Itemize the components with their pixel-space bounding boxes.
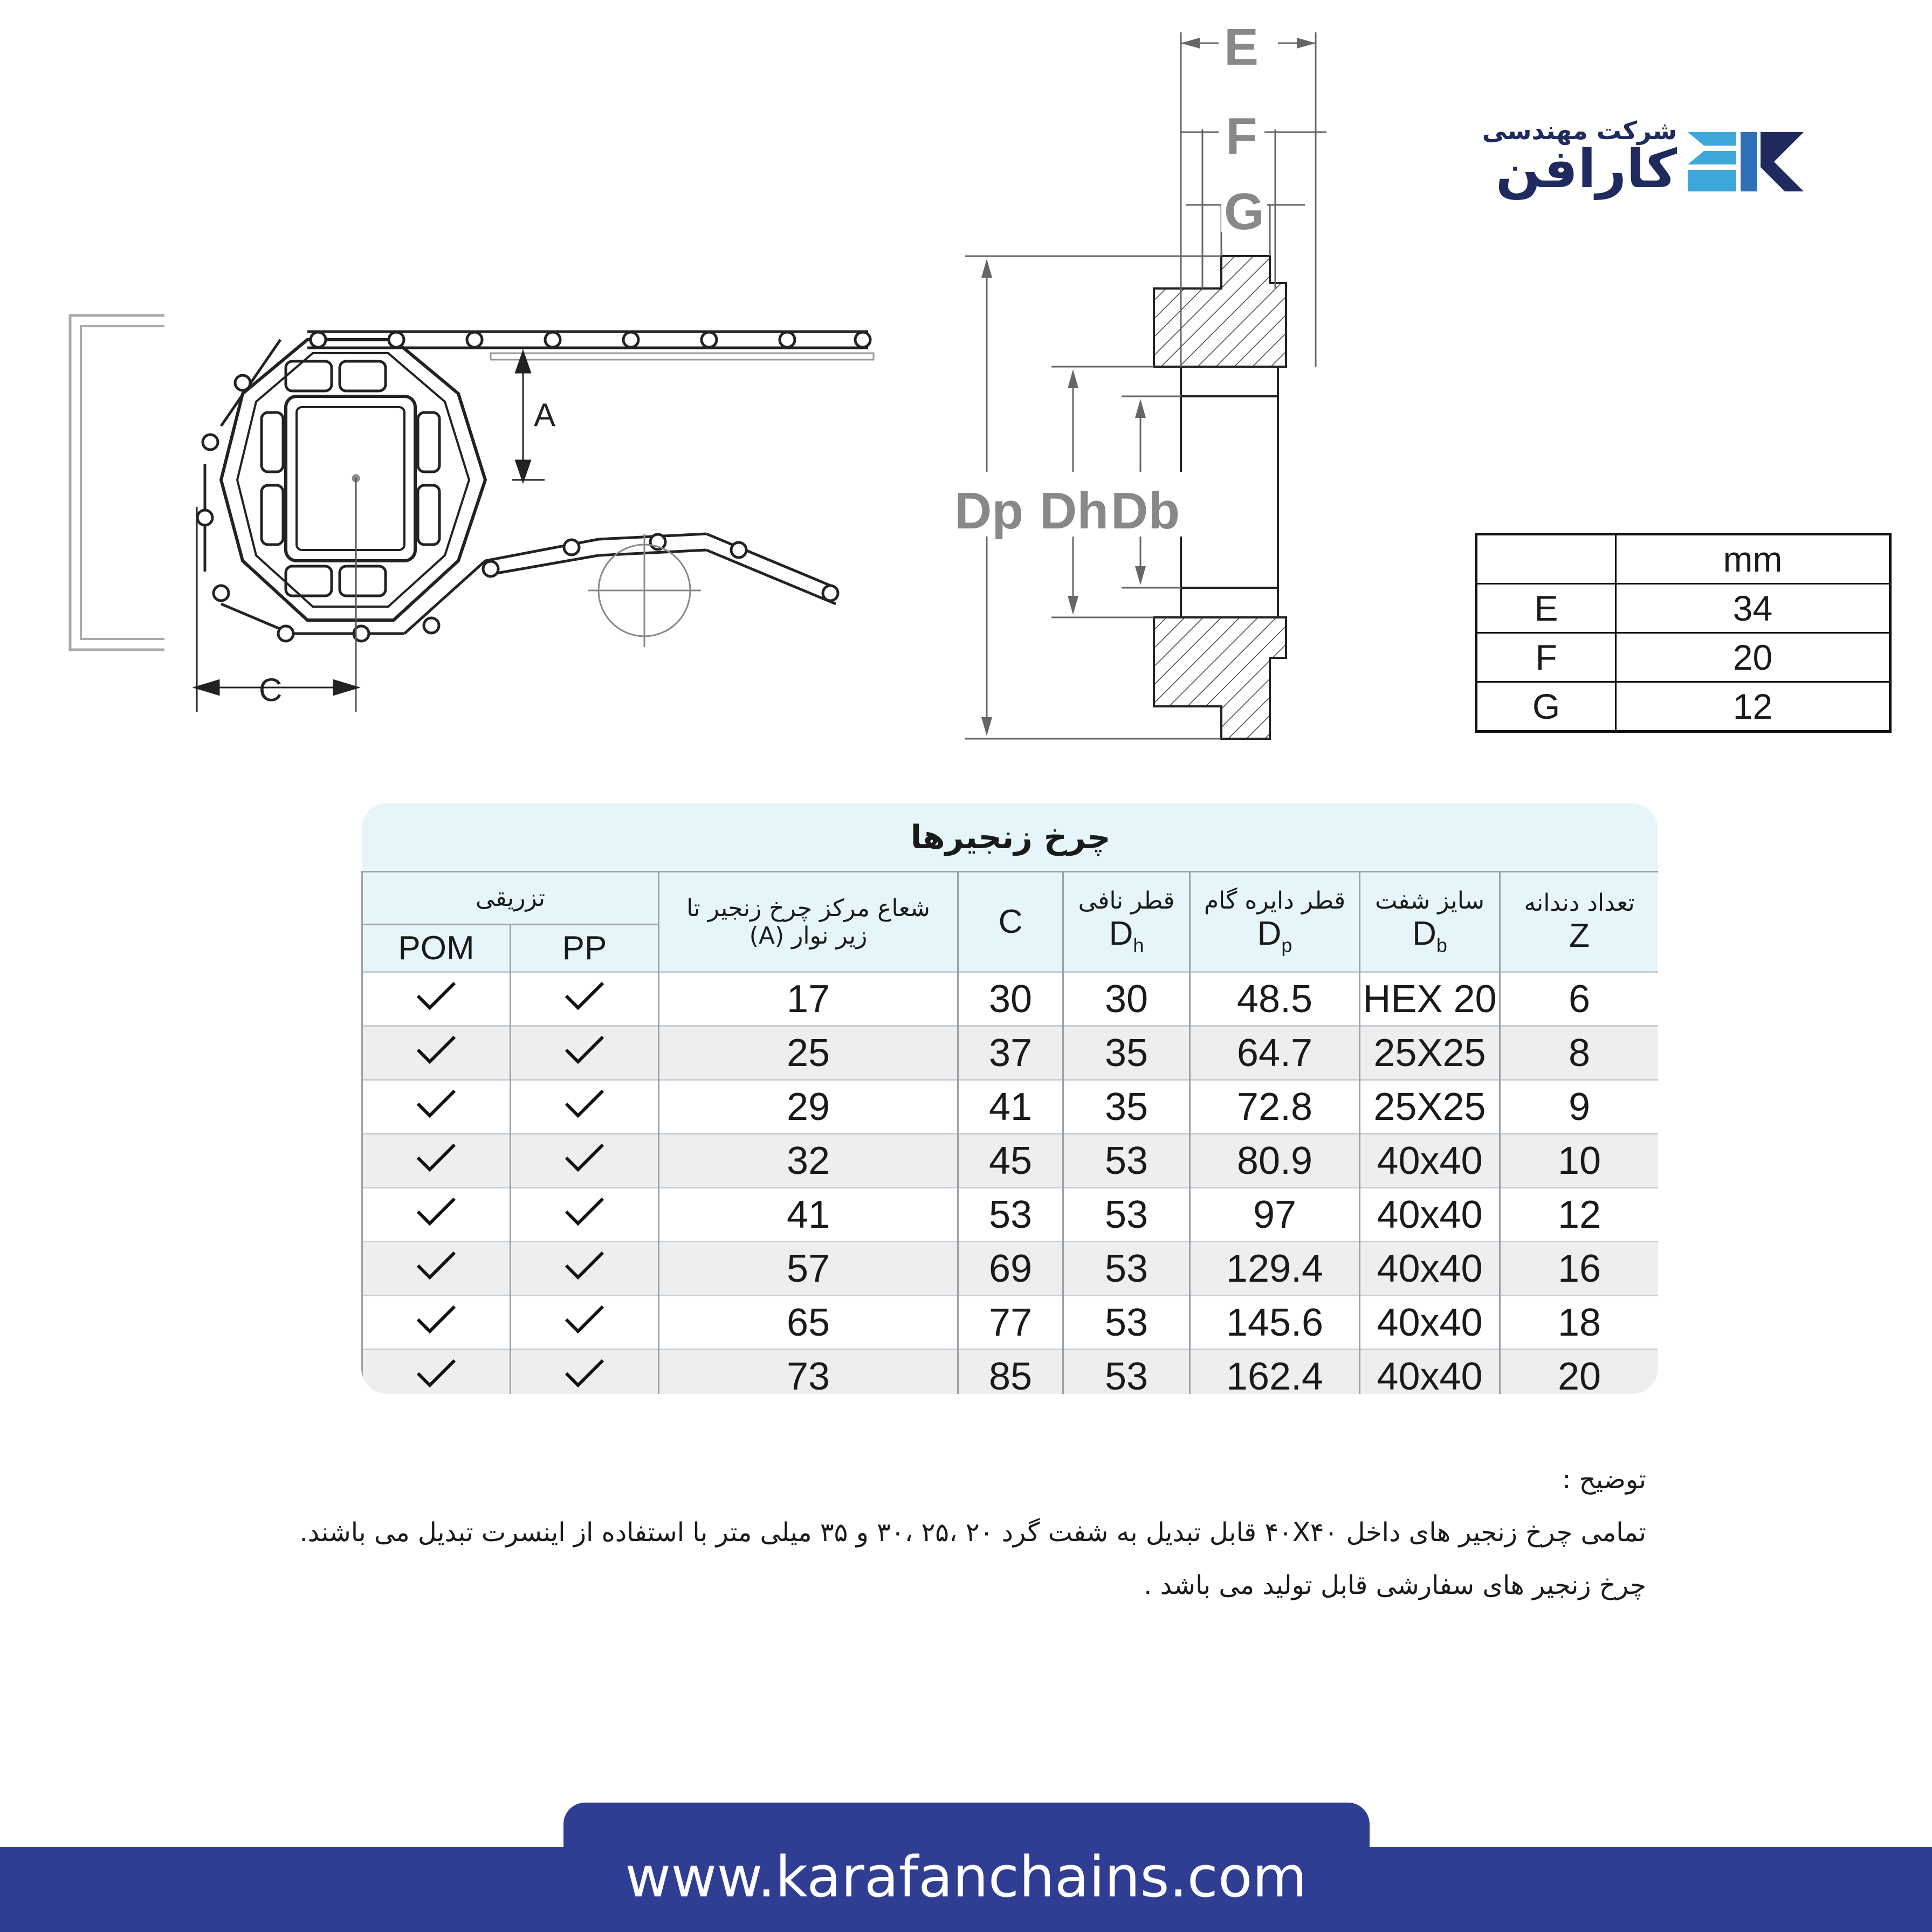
cell-shaft-db: 40x40 bbox=[1360, 1242, 1500, 1296]
header-pitch-sub: p bbox=[1281, 934, 1292, 957]
cell-c: 77 bbox=[958, 1296, 1063, 1350]
cell-radius-a: 25 bbox=[659, 1026, 958, 1080]
mm-row-value: 20 bbox=[1616, 633, 1890, 682]
cell-teeth-z: 16 bbox=[1500, 1242, 1659, 1296]
cell-pitch-dp: 162.4 bbox=[1190, 1350, 1360, 1394]
cell-radius-a: 32 bbox=[659, 1134, 958, 1188]
check-icon bbox=[563, 1195, 606, 1228]
cell-pitch-dp: 129.4 bbox=[1190, 1242, 1360, 1296]
header-radius-line1: شعاع مرکز چرخ زنجیر تا bbox=[686, 894, 930, 922]
check-icon bbox=[415, 1034, 458, 1066]
cell-c: 85 bbox=[958, 1350, 1063, 1394]
cell-pp bbox=[511, 1188, 659, 1242]
logo-company-type: شرکت مهندسی bbox=[1482, 116, 1677, 145]
header-hub-label: قطر نافی bbox=[1078, 886, 1175, 915]
dim-label-c: C bbox=[259, 672, 283, 708]
table-body bbox=[362, 972, 1659, 1394]
cell-pom bbox=[362, 1350, 511, 1394]
cell-pp bbox=[511, 1080, 659, 1134]
cell-c: 37 bbox=[958, 1026, 1063, 1080]
mm-row bbox=[1476, 584, 1890, 633]
notes-line-1: تمامی چرخ زنجیر های داخل ۴۰X۴۰ قابل تبدیل به شفت گرد ۲۰ ،۲۵ ،۳۰ و ۳۵ میلی متر با استفاده از اینسرت تبدیل می باشند. bbox=[299, 1517, 1646, 1548]
table-header-row bbox=[362, 872, 1659, 925]
dim-label-f: F bbox=[1226, 107, 1257, 165]
check-icon bbox=[563, 1249, 606, 1282]
header-teeth-label: تعداد دندانه bbox=[1524, 889, 1635, 917]
cell-teeth-z: 12 bbox=[1500, 1188, 1659, 1242]
cell-teeth-z: 8 bbox=[1500, 1026, 1659, 1080]
cell-pitch-dp: 80.9 bbox=[1190, 1134, 1360, 1188]
cell-hub-dh: 53 bbox=[1063, 1296, 1190, 1350]
check-icon bbox=[563, 980, 606, 1012]
cell-hub-dh: 53 bbox=[1063, 1188, 1190, 1242]
cell-radius-a: 41 bbox=[659, 1188, 958, 1242]
header-pp: PP bbox=[511, 925, 659, 972]
dimension-mm-table bbox=[1475, 533, 1892, 733]
mm-header-row bbox=[1476, 534, 1890, 584]
header-hub bbox=[1063, 872, 1190, 972]
table-row bbox=[362, 1026, 1659, 1080]
header-c: C bbox=[958, 872, 1063, 972]
cell-radius-a: 17 bbox=[659, 972, 958, 1026]
cell-pom bbox=[362, 1242, 511, 1296]
cell-pp bbox=[511, 1296, 659, 1350]
cell-pitch-dp: 72.8 bbox=[1190, 1080, 1360, 1134]
cell-shaft-db: 40x40 bbox=[1360, 1134, 1500, 1188]
check-icon bbox=[415, 980, 458, 1012]
mm-header-empty bbox=[1476, 534, 1616, 584]
cell-teeth-z: 6 bbox=[1500, 972, 1659, 1026]
cell-pom bbox=[362, 972, 511, 1026]
cell-c: 41 bbox=[958, 1080, 1063, 1134]
check-icon bbox=[415, 1357, 458, 1390]
check-icon bbox=[563, 1357, 606, 1390]
check-icon bbox=[563, 1303, 606, 1336]
cell-c: 53 bbox=[958, 1188, 1063, 1242]
notes-line-2: چرخ زنجیر های سفارشی قابل تولید می باشد . bbox=[1144, 1570, 1646, 1600]
chain-sprocket-front-drawing bbox=[59, 302, 900, 723]
header-pitch-label: قطر دایره گام bbox=[1204, 886, 1346, 915]
header-teeth-symbol: Z bbox=[1569, 917, 1590, 954]
header-shaft-sub: b bbox=[1436, 934, 1447, 957]
mm-row bbox=[1476, 682, 1890, 732]
mm-row-label: F bbox=[1476, 633, 1616, 682]
header-hub-sub: h bbox=[1133, 934, 1144, 957]
header-teeth bbox=[1500, 872, 1659, 972]
cell-teeth-z: 10 bbox=[1500, 1134, 1659, 1188]
cell-c: 45 bbox=[958, 1134, 1063, 1188]
cell-pitch-dp: 97 bbox=[1190, 1188, 1360, 1242]
check-icon bbox=[415, 1142, 458, 1174]
notes-heading: توضیح : bbox=[1562, 1465, 1646, 1495]
check-icon bbox=[563, 1142, 606, 1174]
cell-shaft-db: 40x40 bbox=[1360, 1350, 1500, 1394]
header-material: تزریقی bbox=[362, 872, 659, 925]
cell-radius-a: 29 bbox=[659, 1080, 958, 1134]
header-hub-symbol: D bbox=[1109, 915, 1133, 952]
dim-label-a: A bbox=[534, 397, 556, 433]
mm-header-unit: mm bbox=[1616, 534, 1890, 584]
cell-pitch-dp: 145.6 bbox=[1190, 1296, 1360, 1350]
cell-hub-dh: 30 bbox=[1063, 972, 1190, 1026]
table-row bbox=[362, 1350, 1659, 1394]
table-row bbox=[362, 1242, 1659, 1296]
cell-hub-dh: 53 bbox=[1063, 1134, 1190, 1188]
cell-pom bbox=[362, 1296, 511, 1350]
table-row bbox=[362, 1080, 1659, 1134]
table-row bbox=[362, 1188, 1659, 1242]
mm-row-label: G bbox=[1476, 682, 1616, 732]
cell-shaft-db: 25X25 bbox=[1360, 1080, 1500, 1134]
cell-shaft-db: 25X25 bbox=[1360, 1026, 1500, 1080]
header-shaft-symbol: D bbox=[1412, 915, 1436, 952]
header-shaft-label: سایز شفت bbox=[1374, 886, 1485, 915]
footer-website-link[interactable]: www.karafanchains.com bbox=[625, 1844, 1307, 1910]
notes-section bbox=[50, 1453, 1646, 1612]
mm-row-value: 12 bbox=[1616, 682, 1890, 732]
dim-label-dh: Dh bbox=[1040, 482, 1109, 540]
cell-teeth-z: 20 bbox=[1500, 1350, 1659, 1394]
header-shaft bbox=[1360, 872, 1500, 972]
cell-pom bbox=[362, 1080, 511, 1134]
check-icon bbox=[563, 1034, 606, 1066]
check-icon bbox=[415, 1249, 458, 1282]
dim-label-dp: Dp bbox=[954, 482, 1023, 540]
logo-mark-icon bbox=[1682, 121, 1806, 191]
table-row bbox=[362, 972, 1659, 1026]
dim-label-e: E bbox=[1224, 18, 1259, 76]
cell-radius-a: 65 bbox=[659, 1296, 958, 1350]
cell-hub-dh: 35 bbox=[1063, 1080, 1190, 1134]
table-title: چرخ زنجیرها bbox=[362, 803, 1659, 872]
cell-pom bbox=[362, 1026, 511, 1080]
cell-pp bbox=[511, 1134, 659, 1188]
cell-shaft-db: 40x40 bbox=[1360, 1296, 1500, 1350]
sprocket-spec-table bbox=[361, 803, 1658, 1394]
header-radius bbox=[659, 872, 958, 972]
table-row bbox=[362, 1134, 1659, 1188]
cell-hub-dh: 35 bbox=[1063, 1026, 1190, 1080]
check-icon bbox=[415, 1195, 458, 1228]
header-pom: POM bbox=[362, 925, 511, 972]
dim-label-db: Db bbox=[1111, 482, 1180, 540]
cell-radius-a: 57 bbox=[659, 1242, 958, 1296]
cell-c: 30 bbox=[958, 972, 1063, 1026]
header-radius-line2: زیر نوار (A) bbox=[749, 922, 868, 950]
dim-label-g: G bbox=[1224, 183, 1264, 240]
cell-pitch-dp: 64.7 bbox=[1190, 1026, 1360, 1080]
header-pitch bbox=[1190, 872, 1360, 972]
mm-row-label: E bbox=[1476, 584, 1616, 633]
cell-pitch-dp: 48.5 bbox=[1190, 972, 1360, 1026]
cell-pp bbox=[511, 1350, 659, 1394]
cell-hub-dh: 53 bbox=[1063, 1242, 1190, 1296]
table-title-row bbox=[362, 803, 1659, 872]
cell-pp bbox=[511, 972, 659, 1026]
check-icon bbox=[415, 1303, 458, 1336]
cell-shaft-db: HEX 20 bbox=[1360, 972, 1500, 1026]
mm-row-value: 34 bbox=[1616, 584, 1890, 633]
mm-row bbox=[1476, 633, 1890, 682]
cell-shaft-db: 40x40 bbox=[1360, 1188, 1500, 1242]
cell-pom bbox=[362, 1134, 511, 1188]
cell-pp bbox=[511, 1242, 659, 1296]
cell-pp bbox=[511, 1026, 659, 1080]
table-row bbox=[362, 1296, 1659, 1350]
check-icon bbox=[563, 1088, 606, 1120]
header-pitch-symbol: D bbox=[1257, 915, 1282, 952]
cell-radius-a: 73 bbox=[659, 1350, 958, 1394]
cell-hub-dh: 53 bbox=[1063, 1350, 1190, 1394]
cell-pom bbox=[362, 1188, 511, 1242]
check-icon bbox=[415, 1088, 458, 1120]
logo-company-name: کارافن bbox=[1495, 139, 1677, 200]
sprocket-spec-table-container bbox=[361, 803, 1658, 1394]
cell-c: 69 bbox=[958, 1242, 1063, 1296]
company-logo bbox=[1456, 116, 1806, 202]
sprocket-side-drawing bbox=[949, 11, 1326, 750]
cell-teeth-z: 9 bbox=[1500, 1080, 1659, 1134]
cell-teeth-z: 18 bbox=[1500, 1296, 1659, 1350]
